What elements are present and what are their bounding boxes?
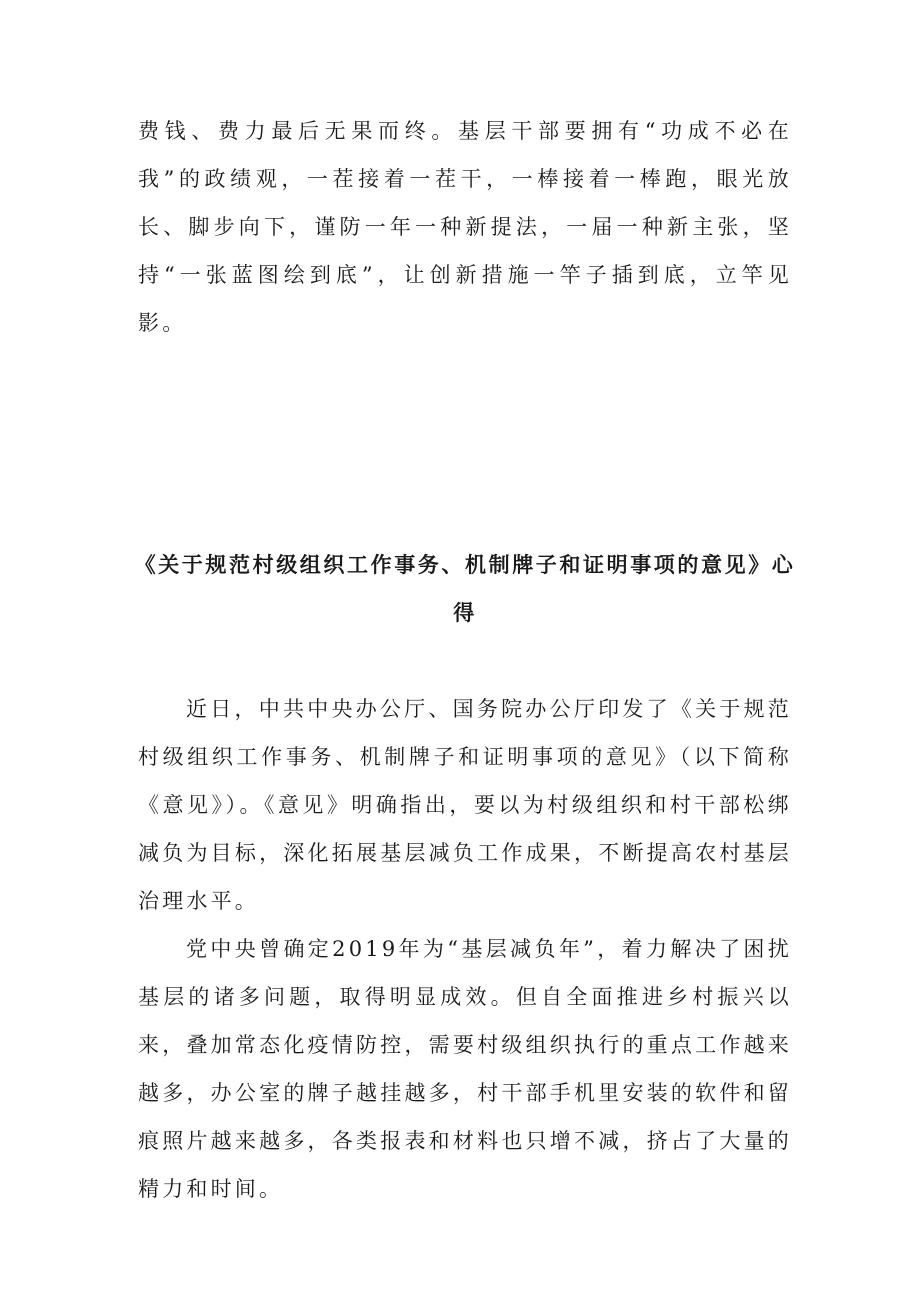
- body-paragraph: 党中央曾确定2019年为“基层减负年”，着力解决了困扰基层的诸多问题，取得明显成效。但自全面推进乡村振兴以来，叠加常态化疫情防控，需要村级组织执行的重点工作越来越多，办公室的牌子越挂越多，村干部手机里安装的软件和留痕照片越来越多，各类报表和材料也只增不减，挤占了大量的精力和时间。: [138, 937, 792, 1201]
- body-paragraph: 近日，中共中央办公厅、国务院办公厅印发了《关于规范村级组织工作事务、机制牌子和证明事项的意见》（以下简称《意见》）。《意见》明确指出，要以为村级组织和村干部松绑减负为目标，深化拓展基层减负工作成果，不断提高农村基层治理水平。: [138, 697, 792, 913]
- article-title: 《关于规范村级组织工作事务、机制牌子和证明事项的意见》心得: [134, 552, 796, 625]
- continuation-paragraph: 费钱、费力最后无果而终。基层干部要拥有“功成不必在我”的政绩观，一茬接着一茬干，一棒接着一棒跑，眼光放长、脚步向下，谨防一年一种新提法，一届一种新主张，坚持“一张蓝图绘到底”，让创新措施一竿子插到底，立竿见影。: [138, 119, 792, 335]
